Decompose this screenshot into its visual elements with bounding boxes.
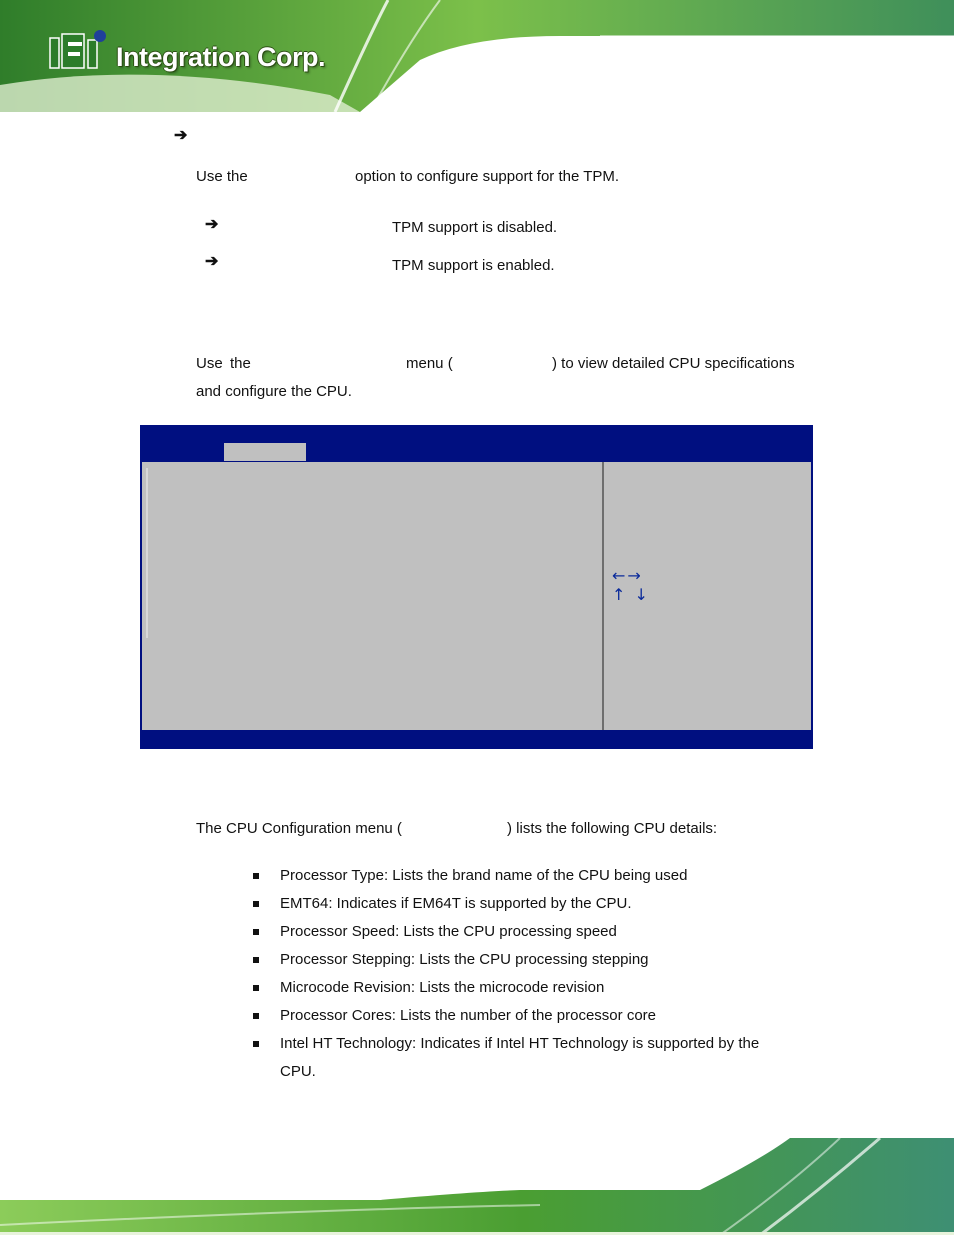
list-item: Processor Stepping: Lists the CPU processing stepping [280,951,649,968]
cpu-intro-line2: and configure the CPU. [196,383,352,400]
iei-logo-mark [48,28,110,72]
section-arrow-icon: ➔ [174,127,188,144]
tpm-intro-end: option to configure support for the TPM. [355,168,620,185]
cpu-intro-text: ) to view detailed CPU specifications [552,355,795,372]
cpu-details-lead-end: ) lists the following CPU details: [507,820,718,837]
cpu-details-lead-start: The CPU Configuration menu ( [196,820,402,837]
bios-title-bar [141,426,812,442]
cpu-intro-word-use: Use [196,355,223,372]
cpu-intro-word-the: the [230,355,251,372]
bullet-icon [253,929,259,935]
list-item: Intel HT Technology: Indicates if Intel HT Technology is supported by the [280,1035,760,1052]
option-disabled-description: TPM support is disabled. [392,219,558,236]
tpm-intro-start: Use the [196,168,248,185]
bios-panel-edge [146,468,148,638]
list-item: Processor Cores: Lists the number of the processor core [280,1007,656,1024]
bullet-icon [253,1013,259,1019]
list-item: Microcode Revision: Lists the microcode revision [280,979,605,996]
left-right-arrows-icon: ←→ [612,566,643,585]
bios-tab-3[interactable] [309,443,475,461]
option-enabled-arrow-icon: ➔ [205,253,219,270]
bios-tab-1[interactable] [142,443,222,461]
company-name: Integration Corp. [116,42,325,72]
bios-tab-active[interactable] [224,443,306,461]
bullet-icon [253,1041,259,1047]
bios-tab-5[interactable] [563,443,812,461]
bullet-icon [253,873,259,879]
footer-banner [0,1130,954,1235]
bullet-icon [253,985,259,991]
option-disabled-arrow-icon: ➔ [205,216,219,233]
bios-settings-panel [142,462,602,730]
list-item: Processor Speed: Lists the CPU processing speed [280,923,617,940]
list-item: Processor Type: Lists the brand name of the CPU being used [280,867,688,884]
option-enabled-description: TPM support is enabled. [392,257,555,274]
cpu-intro-word-menu: menu ( [406,355,453,372]
bullet-icon [253,957,259,963]
list-item: EMT64: Indicates if EM64T is supported by the CPU. [280,895,632,912]
list-item-continuation: CPU. [280,1063,316,1080]
bullet-icon [253,901,259,907]
up-down-arrows-icon: ↑ ↓ [612,585,650,604]
bios-tab-4[interactable] [478,443,560,461]
bios-bottom-bar [141,731,812,748]
